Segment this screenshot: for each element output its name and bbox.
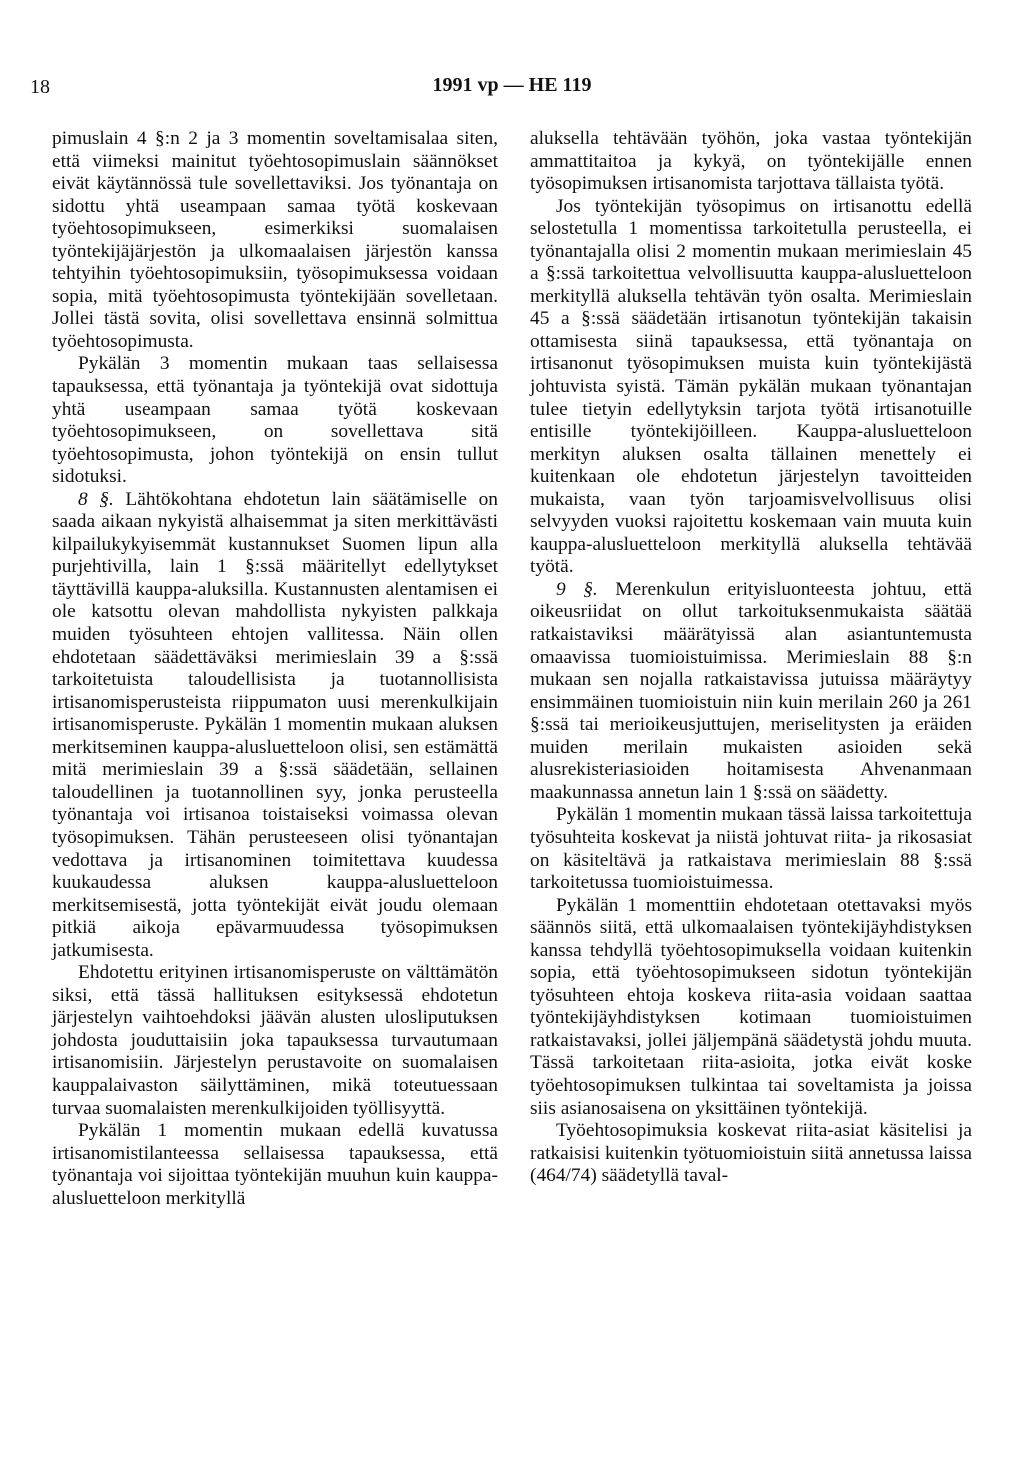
paragraph-text: aluksella tehtävään työhön, joka vastaa työntekijän ammattitaitoa ja kykyä, on työntekijälle ennen työsopimuksen irtisanomista tarjottava tällaista työtä.	[530, 128, 972, 195]
paragraph	[530, 1120, 972, 1188]
paragraph	[530, 579, 972, 804]
paragraph-text: Pykälän 1 momenttiin ehdotetaan otettavaksi myös säännös siitä, että ulkomaalaisen työntekijäyhdistyksen kanssa tehdyllä työehtosopimuksella voidaan kuitenkin sopia, että työehtosopimukseen sidotun työntekijän työsuhteen ehtoja koskeva riita-asia voidaan saattaa työntekijäyhdistyksen kotimaan tuomioistuimen ratkaistavaksi, jollei jäljempänä säädetystä johdu muuta. Tässä tarkoitetaan riita-asioita, jotka eivät koske työehtosopimuksen tulkintaa tai soveltamista ja joissa siis asianosaisena on yksittäinen työntekijä.	[530, 894, 972, 1119]
paragraph-text: Jos työntekijän työsopimus on irtisanottu edellä selostetulla 1 momentissa tarkoitetulla perusteella, ei työnantajalla olisi 2 momentin mukaan merimieslain 45 a §:ssä tarkoitettua velvollisuutta kauppa-alusluetteloon merkityllä aluksella tehtävän työn osalta. Merimieslain 45 a §:ssä säädetään irtisanotun työntekijän takaisin ottamisesta siinä tapauksessa, että työnantaja on irtisanonut työsopimuksen muista kuin työntekijästä johtuvista syistä. Tämän pykälän mukaan työnantajan tulee tietyin edellytyksin tarjota työtä irtisanotuille entisille työntekijöilleen. Kauppa-alusluetteloon merkityn aluksen osalta tällainen menettely ei kuitenkaan ole ehdotetun järjestelyn tavoitteiden mukaista, vaan työn tarjoamisvelvollisuus olisi selvyyden vuoksi rajoitettu koskemaan vain muuta kuin kauppa-alusluetteloon merkityllä aluksella tehtävää työtä.	[530, 195, 972, 578]
section-number: 9 §.	[556, 578, 598, 600]
paragraph	[530, 196, 972, 579]
paragraph-text: Ehdotettu erityinen irtisanomisperuste on välttämätön siksi, että tässä hallituksen esityksessä ehdotetun järjestelyn vaihtoehdoksi jäävän alusten ulosliputuksen johdosta jouduttaisiin joka tapauksessa turvautumaan irtisanomisiin. Järjestelyn perustavoite on suomalaisen kauppalaivaston säilyttäminen, mikä toteutuessaan turvaa suomalaisten merenkulkijoiden työllisyyttä.	[52, 962, 498, 1119]
paragraph	[52, 489, 498, 962]
paragraph	[52, 128, 498, 353]
paragraph-text: Pykälän 3 momentin mukaan taas sellaisessa tapauksessa, että työnantaja ja työntekijä ovat sidottuja yhtä useampaan samaa työtä koskevaan työehtosopimukseen, on sovellettava sitä työehtosopimusta, johon työntekijä on ensin tullut sidotuksi.	[52, 353, 498, 488]
paragraph-text: Työehtosopimuksia koskevat riita-asiat käsitelisi ja ratkaisisi kuitenkin työtuomioistuin siitä annetussa laissa (464/74) säädetyllä taval-	[530, 1120, 972, 1187]
paragraph-text: Lähtökohtana ehdotetun lain säätämiselle on saada aikaan nykyistä alhaisemmat ja siten merkittävästi kilpailukykyisemmät kustannukset Suomen lipun alla purjehtivilla, lain 1 §:ssä määritellyt edellytykset täyttävillä kauppa-aluksilla. Kustannusten alentamisen ei ole katsottu olevan mahdollista nykyisten palkkaja muiden työsuhteen ehtojen vallitessa. Näin ollen ehdotetaan säädettäväksi merimieslain 39 a §:ssä tarkoitetuista taloudellisista ja tuotannollisista irtisanomisperusteista riippumaton uusi merenkulkijain irtisanomisperuste. Pykälän 1 momentin mukaan aluksen merkitseminen kauppa-alusluetteloon olisi, sen estämättä mitä merimieslain 39 a §:ssä säädetään, sellainen taloudellinen ja tuotannollinen syy, jonka perusteella työnantaja voi irtisanoa toistaiseksi voimassa olevan työsopimuksen. Tähän perusteeseen olisi työnantajan vedottava ja irtisanominen toimitettava kuudessa kuukaudessa aluksen kauppa-alusluetteloon merkitsemisestä, jotta työntekijät eivät joudu olemaan pitkiä aikoja epävarmuudessa työsopimuksen jatkumisesta.	[52, 488, 498, 961]
paragraph-text: Merenkulun erityisluonteesta johtuu, että oikeusriidat on ollut tarkoituksenmukaista säätää ratkaistaviksi määrätyissä alan asiantuntemusta omaavissa tuomioistuimissa. Merimieslain 88 §:n mukaan sen nojalla ratkaistavissa jutuissa määräytyy ensimmäinen tuomioistuin niin kuin merilain 260 ja 261 §:ssä tai merioikeusjuttujen, meriselitysten ja eräiden muiden merilain mukaisten asioiden sekä alusrekisteriasioiden hoitamisesta Ahvenanmaan maakunnassa annetun lain 1 §:ssä on säädetty.	[530, 578, 972, 803]
paragraph	[52, 962, 498, 1120]
paragraph	[530, 128, 972, 196]
running-head: 1991 vp — HE 119	[432, 74, 592, 96]
paragraph	[52, 353, 498, 488]
section-number: 8 §.	[78, 488, 114, 510]
paragraph-text: pimuslain 4 §:n 2 ja 3 momentin soveltamisalaa siten, että viimeksi mainitut työehtosopimuslain säännökset eivät käytännössä tule sovellettaviksi. Jos työnantaja on sidottu yhtä useampaan samaa työtä koskevaan työehtosopimukseen, esimerkiksi suomalaisen työntekijäjärjestön ja ulkomaalaisen järjestön kanssa tehtyihin työehtosopimuksiin, työsopimuksessa voidaan sopia, mitä työehtosopimusta työntekijään sovelletaan. Jollei tästä sovita, olisi sovellettava ensinnä solmittua työehtosopimusta.	[52, 128, 498, 352]
left-column	[52, 128, 498, 1210]
paragraph-text: Pykälän 1 momentin mukaan tässä laissa tarkoitettuja työsuhteita koskevat ja niistä johtuvat riita- ja rikosasiat on käsiteltävä ja ratkaistava merimieslain 88 §:ssä tarkoitetussa tuomioistuimessa.	[530, 804, 972, 894]
paragraph	[530, 895, 972, 1120]
right-column	[530, 128, 972, 1188]
paragraph	[52, 1120, 498, 1210]
paragraph-text: Pykälän 1 momentin mukaan edellä kuvatussa irtisanomistilanteessa sellaisessa tapauksessa, että työnantaja voi sijoittaa työntekijän muuhun kuin kauppa-alusluetteloon merkityllä	[52, 1120, 498, 1209]
paragraph	[530, 804, 972, 894]
page-number: 18	[30, 76, 50, 98]
